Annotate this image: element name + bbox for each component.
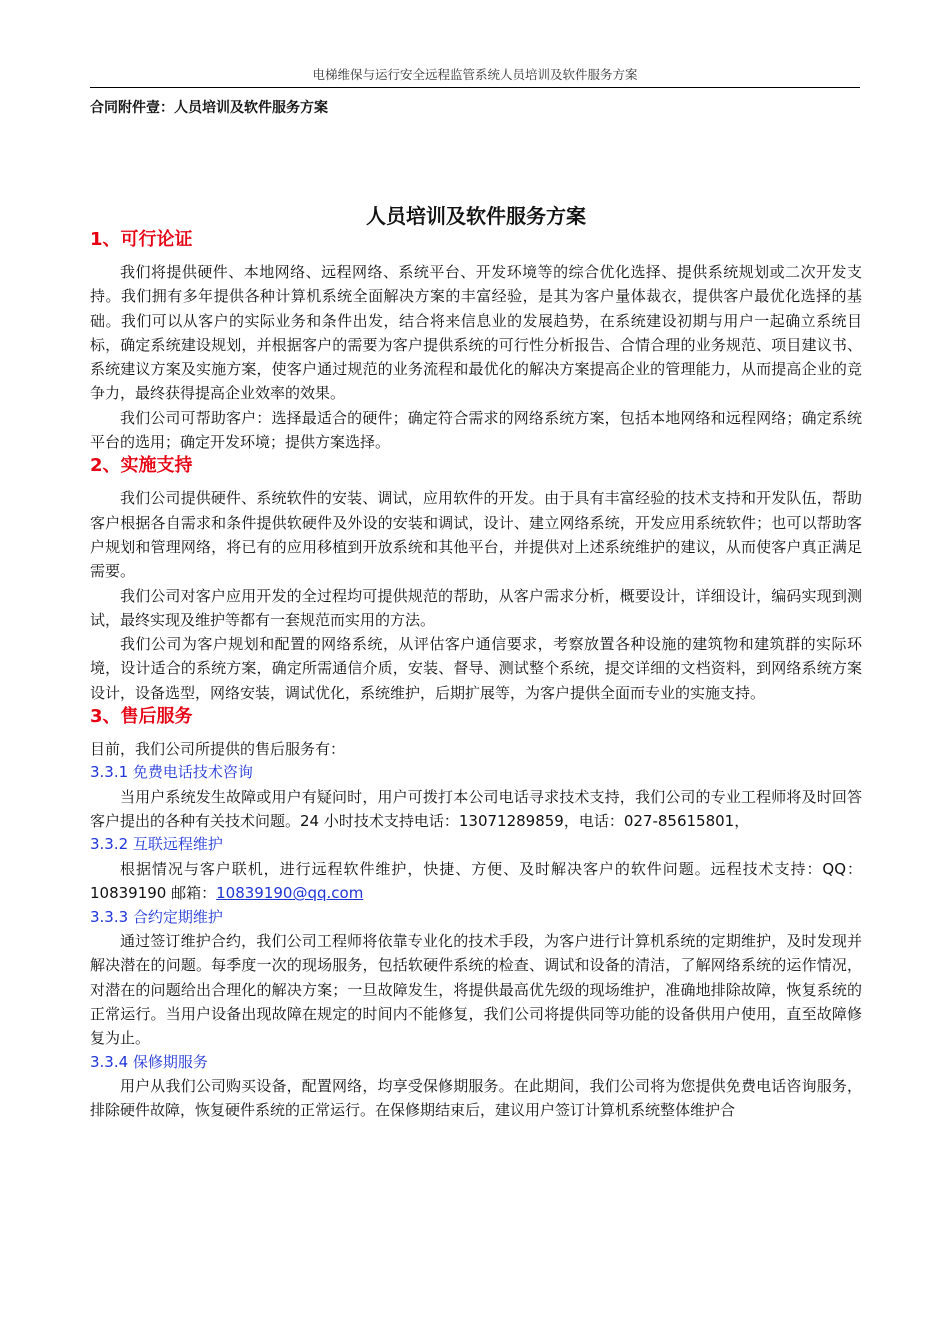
section-heading: 3、售后服务 [90,706,193,728]
section-intro: 目前，我们公司所提供的售后服务有： [90,740,346,759]
paragraph: 我们公司提供硬件、系统软件的安装、调试，应用软件的开发。由于具有丰富经验的技术支持和开发队伍，帮助客户根据各自需求和条件提供软硬件及外设的安装和调试，设计、建立网络系统，开发应用系统软件；也可以帮助客户规划和管理网络，将已有的应用移植到开放系统和其他平台，并提供对上述系统维护的建议，从而使客户真正满足需要。 [90,489,862,581]
paragraph: 我们公司可帮助客户：选择最适合的硬件；确定符合需求的网络系统方案，包括本地网络和远程网络；确定系统平台的选用；确定开发环境；提供方案选择。 [90,408,862,452]
subsection-heading: 3.3.2 互联远程维护 [90,835,223,854]
document-title: 人员培训及软件服务方案 [366,204,586,228]
subsection-heading: 3.3.3 合约定期维护 [90,907,223,926]
paragraph: 我们将提供硬件、本地网络、远程网络、系统平台、开发环境等的综合优化选择、提供系统规划或二次开发支持。我们拥有多年提供各种计算机系统全面解决方案的丰富经验，是其为客户量体裁衣，提供客户最优化选择的基础。我们可以从客户的实际业务和条件出发，结合将来信息业的发展趋势，在系统建设初期与用户一起确立系统目标，确定系统建设规划，并根据客户的需要为客户提供系统的可行性分析报告、合情合理的业务规范、项目建议书、系统建议方案及实施方案，使客户通过规范的业务流程和最优化的解决方案提高企业的管理能力，从而提高企业的竞争力，最终获得提高企业效率的效果。 [90,263,862,403]
section-implementation-support [90,454,862,705]
subsection-heading: 3.3.1 免费电话技术咨询 [90,763,253,782]
section-after-sales [90,705,862,1123]
paragraph: 我们公司为客户规划和配置的网络系统，从评估客户通信要求，考察放置各种设施的建筑物和建筑群的实际环境，设计适合的系统方案，确定所需通信介质，安装、督导、测试整个系统，提交详细的文档资料，到网络系统方案设计，设备选型，网络安装，调试优化，系统维护，后期扩展等，为客户提供全面而专业的实施支持。 [90,635,862,702]
attachment-label: 合同附件壹：人员培训及软件服务方案 [90,100,328,116]
email-link[interactable]: 10839190@qq.com [216,884,364,903]
paragraph [90,857,862,906]
document-body [90,98,862,1123]
paragraph: 用户从我们公司购买设备，配置网络，均享受保修期服务。在此期间，我们公司将为您提供免费电话咨询服务，排除硬件故障，恢复硬件系统的正常运行。在保修期结束后，建议用户签订计算机系统整体维护合 [90,1077,862,1120]
running-header: 电梯维保与运行安全远程监管系统人员培训及软件服务方案 [90,65,860,88]
paragraph: 当用户系统发生故障或用户有疑问时，用户可拨打本公司电话寻求技术支持，我们公司的专业工程师将及时回答客户提出的各种有关技术问题。24 小时技术支持电话：13071289859，电话：027-85615801， [90,787,862,831]
section-heading: 2、实施支持 [90,455,193,477]
section-heading: 1、可行论证 [90,229,193,250]
remote-support-text: 根据情况与客户联机，进行远程软件维护，快捷、方便、及时解决客户的软件问题。远程技术支持：QQ：10839190 邮箱： [90,859,862,903]
section-feasibility [90,228,862,454]
paragraph: 通过签订维护合约，我们公司工程师将依靠专业化的技术手段，为客户进行计算机系统的定期维护，及时发现并解决潜在的问题。每季度一次的现场服务，包括软硬件系统的检查、调试和设备的清洁，了解网络系统的运作情况，对潜在的问题给出合理化的解决方案；一旦故障发生，将提供最高优先级的现场维护，准确地排除故障，恢复系统的正常运行。当用户设备出现故障在规定的时间内不能修复，我们公司将提供同等功能的设备供用户使用，直至故障修复为止。 [90,932,862,1048]
paragraph: 我们公司对客户应用开发的全过程均可提供规范的帮助，从客户需求分析，概要设计，详细设计，编码实现到测试，最终实现及维护等都有一套规范而实用的方法。 [90,586,862,629]
subsection-heading: 3.3.4 保修期服务 [90,1052,208,1071]
